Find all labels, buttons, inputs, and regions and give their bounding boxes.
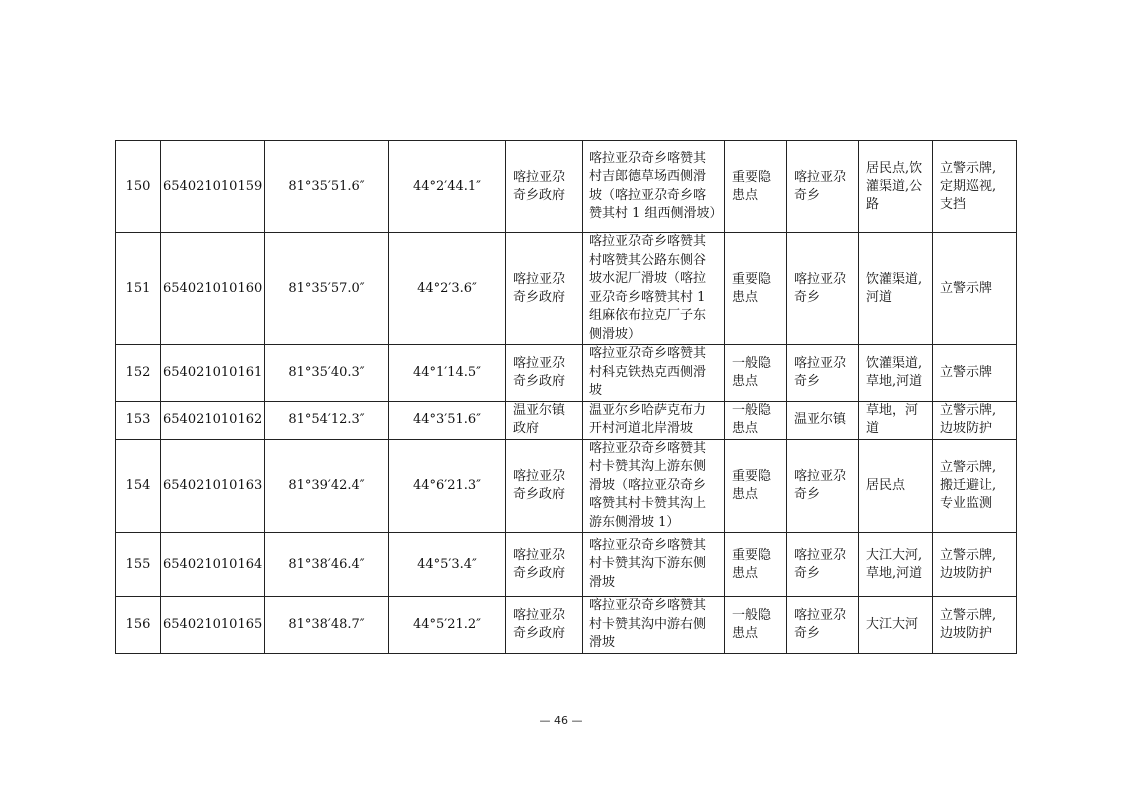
latitude-cell: 44°2′3.6″ (389, 233, 506, 345)
threatened-objects-cell: 居民点,饮灌渠道,公路 (859, 141, 933, 233)
longitude-cell: 81°38′46.4″ (265, 533, 389, 597)
township-cell: 喀拉亚尕奇乡 (787, 233, 859, 345)
hazard-code-cell: 654021010165 (161, 597, 265, 654)
table-body (116, 141, 1017, 654)
hazard-level-cell: 重要隐患点 (725, 533, 787, 597)
responsible-government-cell: 喀拉亚尕奇乡政府 (506, 533, 583, 597)
location-name-cell: 喀拉亚尕奇乡喀赞其村卡赞其沟中游右侧滑坡 (583, 597, 725, 654)
longitude-cell: 81°39′42.4″ (265, 439, 389, 533)
row-number-cell: 150 (116, 141, 161, 233)
row-number-cell: 152 (116, 345, 161, 402)
responsible-government-cell: 喀拉亚尕奇乡政府 (506, 439, 583, 533)
longitude-cell: 81°35′57.0″ (265, 233, 389, 345)
table-row (116, 345, 1017, 402)
hazard-level-cell: 一般隐患点 (725, 401, 787, 439)
prevention-measures-cell: 立警示牌,边坡防护 (933, 597, 1017, 654)
row-number-cell: 151 (116, 233, 161, 345)
table-row (116, 233, 1017, 345)
prevention-measures-cell: 立警示牌,边坡防护 (933, 401, 1017, 439)
threatened-objects-cell: 饮灌渠道,草地,河道 (859, 345, 933, 402)
hazard-code-cell: 654021010162 (161, 401, 265, 439)
page-number: — 46 — (539, 714, 583, 727)
location-name-cell: 喀拉亚尕奇乡喀赞其村喀赞其公路东侧谷坡水泥厂滑坡（喀拉亚尕奇乡喀赞其村 1 组麻依布拉克厂子东侧滑坡） (583, 233, 725, 345)
hazard-level-cell: 一般隐患点 (725, 597, 787, 654)
threatened-objects-cell: 大江大河,草地,河道 (859, 533, 933, 597)
responsible-government-cell: 喀拉亚尕奇乡政府 (506, 141, 583, 233)
row-number-cell: 154 (116, 439, 161, 533)
threatened-objects-cell: 大江大河 (859, 597, 933, 654)
hazard-point-table (115, 140, 1017, 654)
latitude-cell: 44°5′3.4″ (389, 533, 506, 597)
threatened-objects-cell: 饮灌渠道,河道 (859, 233, 933, 345)
township-cell: 喀拉亚尕奇乡 (787, 345, 859, 402)
threatened-objects-cell: 草地，河道 (859, 401, 933, 439)
prevention-measures-cell: 立警示牌 (933, 345, 1017, 402)
location-name-cell: 喀拉亚尕奇乡喀赞其村卡赞其沟上游东侧滑坡（喀拉亚尕奇乡喀赞其村卡赞其沟上游东侧滑坡 1） (583, 439, 725, 533)
hazard-code-cell: 654021010160 (161, 233, 265, 345)
township-cell: 温亚尔镇 (787, 401, 859, 439)
responsible-government-cell: 喀拉亚尕奇乡政府 (506, 345, 583, 402)
latitude-cell: 44°1′14.5″ (389, 345, 506, 402)
hazard-level-cell: 一般隐患点 (725, 345, 787, 402)
longitude-cell: 81°35′51.6″ (265, 141, 389, 233)
responsible-government-cell: 喀拉亚尕奇乡政府 (506, 597, 583, 654)
hazard-level-cell: 重要隐患点 (725, 439, 787, 533)
latitude-cell: 44°2′44.1″ (389, 141, 506, 233)
latitude-cell: 44°3′51.6″ (389, 401, 506, 439)
table-row (116, 597, 1017, 654)
table-row (116, 141, 1017, 233)
table-row (116, 533, 1017, 597)
threatened-objects-cell: 居民点 (859, 439, 933, 533)
longitude-cell: 81°38′48.7″ (265, 597, 389, 654)
longitude-cell: 81°35′40.3″ (265, 345, 389, 402)
prevention-measures-cell: 立警示牌,搬迁避让,专业监测 (933, 439, 1017, 533)
latitude-cell: 44°5′21.2″ (389, 597, 506, 654)
township-cell: 喀拉亚尕奇乡 (787, 141, 859, 233)
row-number-cell: 155 (116, 533, 161, 597)
location-name-cell: 喀拉亚尕奇乡喀赞其村吉郎德草场西侧滑坡（喀拉亚尕奇乡喀赞其村 1 组西侧滑坡） (583, 141, 725, 233)
hazard-level-cell: 重要隐患点 (725, 233, 787, 345)
location-name-cell: 喀拉亚尕奇乡喀赞其村卡赞其沟下游东侧滑坡 (583, 533, 725, 597)
row-number-cell: 156 (116, 597, 161, 654)
township-cell: 喀拉亚尕奇乡 (787, 439, 859, 533)
location-name-cell: 喀拉亚尕奇乡喀赞其村科克铁热克西侧滑坡 (583, 345, 725, 402)
hazard-level-cell: 重要隐患点 (725, 141, 787, 233)
hazard-code-cell: 654021010161 (161, 345, 265, 402)
row-number-cell: 153 (116, 401, 161, 439)
responsible-government-cell: 喀拉亚尕奇乡政府 (506, 233, 583, 345)
hazard-code-cell: 654021010163 (161, 439, 265, 533)
location-name-cell: 温亚尔乡哈萨克布力开村河道北岸滑坡 (583, 401, 725, 439)
hazard-code-cell: 654021010159 (161, 141, 265, 233)
prevention-measures-cell: 立警示牌,定期巡视,支挡 (933, 141, 1017, 233)
table-row (116, 439, 1017, 533)
longitude-cell: 81°54′12.3″ (265, 401, 389, 439)
prevention-measures-cell: 立警示牌,边坡防护 (933, 533, 1017, 597)
hazard-code-cell: 654021010164 (161, 533, 265, 597)
township-cell: 喀拉亚尕奇乡 (787, 597, 859, 654)
prevention-measures-cell: 立警示牌 (933, 233, 1017, 345)
township-cell: 喀拉亚尕奇乡 (787, 533, 859, 597)
table-row (116, 401, 1017, 439)
latitude-cell: 44°6′21.3″ (389, 439, 506, 533)
responsible-government-cell: 温亚尔镇政府 (506, 401, 583, 439)
